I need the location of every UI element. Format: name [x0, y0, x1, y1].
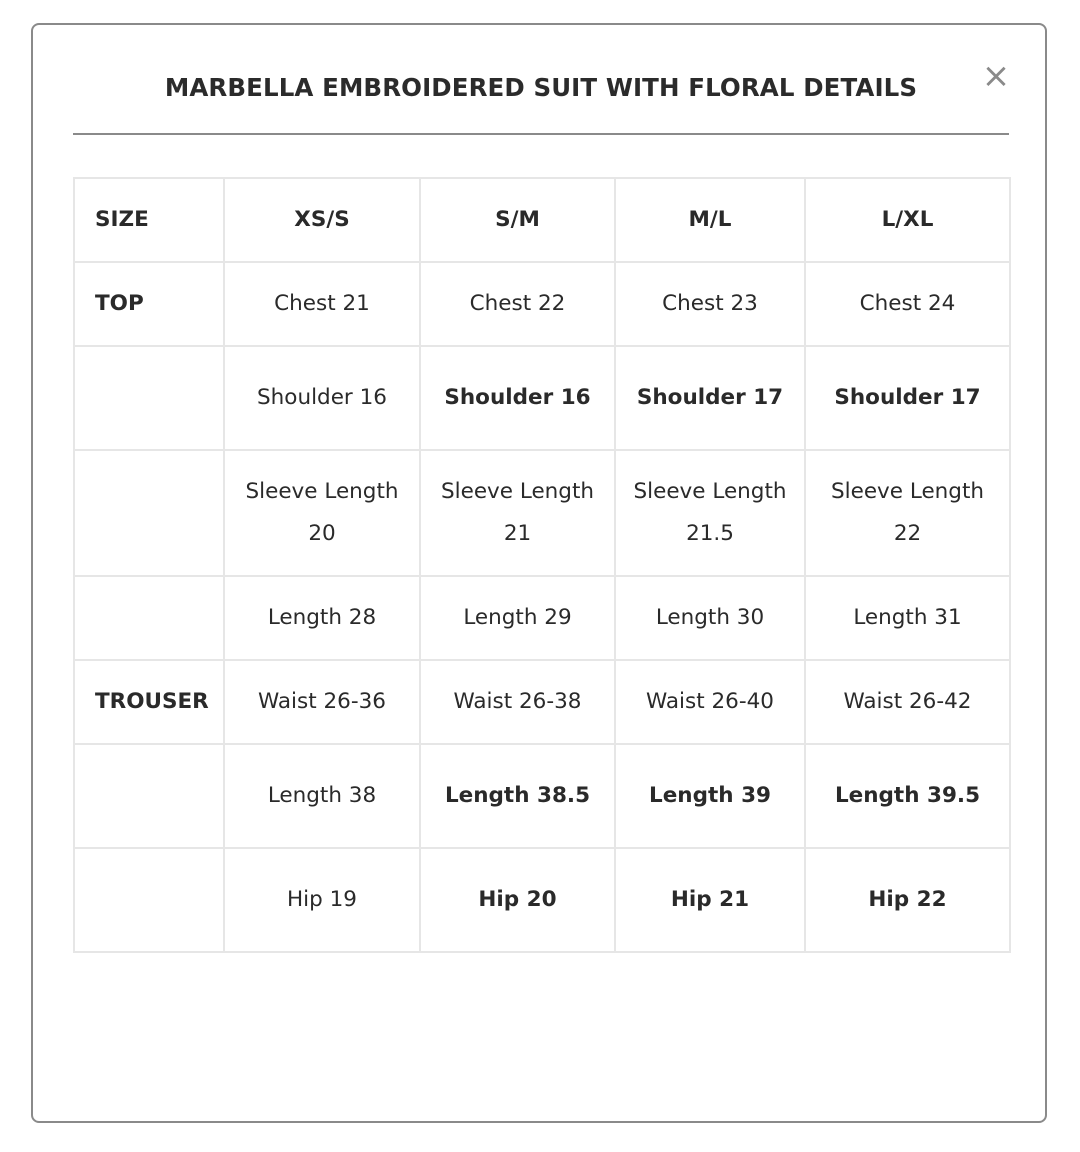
table-cell: Waist 26-38	[420, 660, 615, 744]
table-cell: Length 29	[420, 576, 615, 660]
close-icon[interactable]: ×	[981, 56, 1011, 96]
header-cell-size: SIZE	[74, 178, 224, 262]
table-row	[74, 744, 1010, 848]
title-divider	[73, 133, 1009, 135]
table-cell: Hip 21	[615, 848, 805, 952]
table-cell: Length 39.5	[805, 744, 1010, 848]
table-cell: Sleeve Length 20	[224, 450, 420, 576]
row-label	[74, 848, 224, 952]
header-cell-xs-s: XS/S	[224, 178, 420, 262]
table-cell: Length 30	[615, 576, 805, 660]
table-row	[74, 576, 1010, 660]
table-cell: Waist 26-42	[805, 660, 1010, 744]
table-row	[74, 450, 1010, 576]
row-label	[74, 346, 224, 450]
table-cell: Sleeve Length 21	[420, 450, 615, 576]
table-header-row	[74, 178, 1010, 262]
header-cell-m-l: M/L	[615, 178, 805, 262]
table-cell: Shoulder 16	[224, 346, 420, 450]
table-row	[74, 660, 1010, 744]
header-cell-s-m: S/M	[420, 178, 615, 262]
table-cell: Shoulder 16	[420, 346, 615, 450]
header-cell-l-xl: L/XL	[805, 178, 1010, 262]
table-cell: Length 31	[805, 576, 1010, 660]
table-cell: Hip 19	[224, 848, 420, 952]
size-chart-table	[73, 177, 1011, 953]
table-cell: Waist 26-40	[615, 660, 805, 744]
table-row	[74, 848, 1010, 952]
modal-title: MARBELLA EMBROIDERED SUIT WITH FLORAL DETAILS	[164, 73, 918, 102]
row-label: TOP	[74, 262, 224, 346]
table-cell: Shoulder 17	[615, 346, 805, 450]
table-cell: Sleeve Length 22	[805, 450, 1010, 576]
table-row	[74, 346, 1010, 450]
table-cell: Chest 21	[224, 262, 420, 346]
table-cell: Length 38.5	[420, 744, 615, 848]
row-label	[74, 744, 224, 848]
row-label	[74, 450, 224, 576]
table-cell: Length 38	[224, 744, 420, 848]
table-cell: Hip 22	[805, 848, 1010, 952]
table-cell: Length 28	[224, 576, 420, 660]
table-cell: Length 39	[615, 744, 805, 848]
table-cell: Chest 23	[615, 262, 805, 346]
table-cell: Sleeve Length 21.5	[615, 450, 805, 576]
table-cell: Chest 22	[420, 262, 615, 346]
table-row	[74, 262, 1010, 346]
table-cell: Chest 24	[805, 262, 1010, 346]
table-cell: Waist 26-36	[224, 660, 420, 744]
table-cell: Shoulder 17	[805, 346, 1010, 450]
row-label: TROUSER	[74, 660, 224, 744]
table-cell: Hip 20	[420, 848, 615, 952]
size-chart-modal	[31, 23, 1047, 1123]
row-label	[74, 576, 224, 660]
